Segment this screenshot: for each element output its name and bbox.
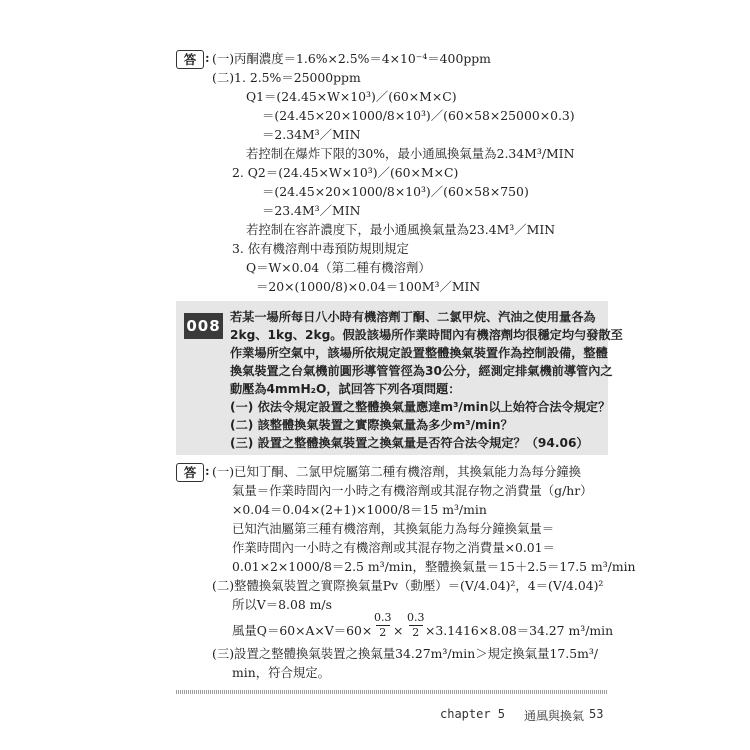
answer-line: 若控制在容許濃度下，最小通風換氣量為23.4M³／MIN <box>246 222 556 237</box>
answer-line: ＝2.34M³／MIN <box>262 127 361 142</box>
question-line: 換氣裝置之台氣機前圓形導管管徑為30公分，經測定排氣機前導管內之 <box>230 364 613 378</box>
question-sub-item: (一) 依法令規定設置之整體換氣量應達m³/min以上始符合法令規定？ <box>230 400 611 414</box>
page-number: 53 <box>589 707 604 721</box>
fraction-numerator: 0.3 <box>374 611 392 624</box>
answer-line: Q1＝(24.45×W×10³)／(60×M×C) <box>246 89 457 104</box>
formula-text: 風量Q＝60×A×V＝60× <box>232 623 373 638</box>
formula-times: × <box>393 623 404 638</box>
answer-line: 作業時間內一小時之有機溶劑或其混存物之消費量×0.01＝ <box>232 540 555 555</box>
answer-line: (二)整體換氣裝置之實際換氣量Pv（動壓）＝(V/4.04)²，4＝(V/4.04)² <box>212 578 604 593</box>
question-line: 動壓為4mmH₂O，試回答下列各項問題： <box>230 382 461 396</box>
answer-colon: : <box>205 50 210 65</box>
answer-line: (一)丙酮濃度＝1.6%×2.5%＝4×10⁻⁴＝400ppm <box>212 51 491 66</box>
answer-line: 氣量＝作業時間內一小時之有機溶劑或其混存物之消費量（g/hr） <box>232 483 593 498</box>
fraction-denominator: 2 <box>412 626 420 639</box>
answer-line: Q＝W×0.04（第二種有機溶劑） <box>246 260 431 275</box>
answer-line: 所以V＝8.08 m/s <box>232 597 332 612</box>
answer-line: ×0.04＝0.04×(2+1)×1000/8＝15 m³/min <box>232 502 487 517</box>
answer-label: 答 <box>176 463 204 482</box>
answer-line: 已知汽油屬第三種有機溶劑，其換氣能力為每分鐘換氣量＝ <box>232 521 555 536</box>
answer-line: ＝23.4M³／MIN <box>262 203 361 218</box>
question-line: 若某一場所每日八小時有機溶劑丁酮、二氯甲烷、汽油之使用量各為 <box>230 310 596 324</box>
answer-line: (一)已知丁酮、二氯甲烷屬第二種有機溶劑，其換氣能力為每分鐘換 <box>212 464 581 479</box>
answer-line: (二)1. 2.5%＝25000ppm <box>212 70 361 85</box>
fraction <box>374 612 392 639</box>
answer-label: 答 <box>176 50 204 69</box>
question-sub-item: (二) 該整體換氣裝置之實際換氣量為多少m³/min？ <box>230 418 513 432</box>
fraction-numerator: 0.3 <box>407 611 425 624</box>
answer-line: min，符合規定。 <box>232 665 331 680</box>
answer-line: ＝(24.45×20×1000/8×10³)／(60×58×750) <box>262 184 529 199</box>
answer-line: 2. Q2＝(24.45×W×10³)／(60×M×C) <box>232 165 459 180</box>
formula-text: ×3.1416×8.08＝34.27 m³/min <box>425 623 614 638</box>
fraction-denominator: 2 <box>379 626 387 639</box>
answer-line: 0.01×2×1000/8＝2.5 m³/min，整體換氣量＝15＋2.5＝17.5 m³/min <box>232 559 636 574</box>
question-line: 2kg、1kg、2kg。假設該場所作業時間內有機溶劑均很穩定均勻發散至 <box>230 328 623 342</box>
answer-line: ＝(24.45×20×1000/8×10³)／(60×58×25000×0.3) <box>262 108 575 123</box>
answer-colon: : <box>205 463 210 478</box>
answer-line: ＝20×(1000/8)×0.04＝100M³／MIN <box>256 279 481 294</box>
footer-divider <box>176 690 608 694</box>
question-number: 008 <box>184 313 223 339</box>
question-sub-item: (三) 設置之整體換氣裝置之換氣量是否符合法令規定？（94.06） <box>230 436 589 450</box>
answer-line: 3. 依有機溶劑中毒預防規則規定 <box>232 241 409 256</box>
question-line: 作業場所空氣中，該場所依規定設置整體換氣裝置作為控制設備，整體 <box>230 346 608 360</box>
fraction <box>407 612 425 639</box>
answer-line: (三)設置之整體換氣裝置之換氣量34.27m³/min＞規定換氣量17.5m³/ <box>212 646 599 661</box>
footer-chapter: chapter 5 <box>440 707 506 721</box>
answer-line: 若控制在爆炸下限的30%，最小通風換氣量為2.34M³/MIN <box>246 146 575 161</box>
footer-section: 通風與換氣 <box>524 709 585 723</box>
